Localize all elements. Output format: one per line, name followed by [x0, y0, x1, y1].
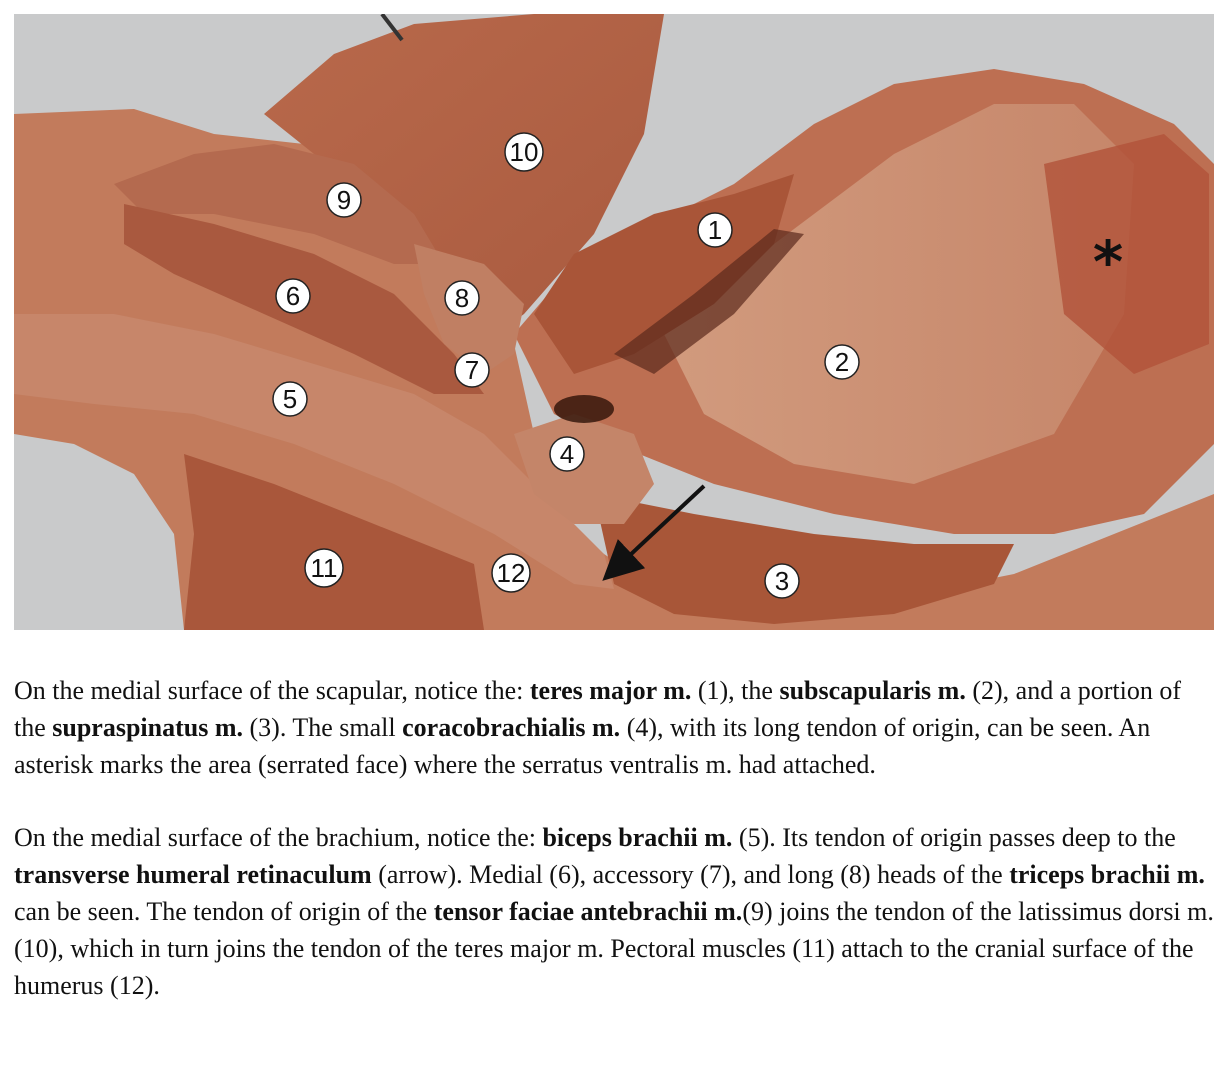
asterisk-marker: *: [1092, 228, 1124, 296]
label-9: [327, 183, 361, 217]
svg-text:3: 3: [774, 566, 790, 596]
label-12: [492, 554, 530, 592]
label-2: [825, 345, 859, 379]
svg-text:9: 9: [336, 185, 352, 215]
svg-text:5: 5: [282, 384, 298, 414]
anatomy-photo: [14, 14, 1214, 630]
deep-shadow: [554, 395, 614, 423]
svg-text:6: 6: [285, 281, 301, 311]
svg-text:11: 11: [310, 553, 338, 583]
label-8: [445, 281, 479, 315]
svg-text:10: 10: [509, 137, 539, 167]
label-3: [765, 564, 799, 598]
label-7: [455, 353, 489, 387]
svg-text:2: 2: [834, 347, 850, 377]
caption-paragraph-brachium: On the medial surface of the brachium, notice the: biceps brachii m. (5). Its tendon of origin passes deep to the transverse humeral retinaculum (arrow). Medial (6), accessory (7), and long (8) heads of the triceps brachii m. can be seen. The tendon of origin of the tensor faciae antebrachii m.(9) joins the tendon of the latissimus dorsi m. (10), which in turn joins the tendon of the teres major m. Pectoral muscles (11) attach to the cranial surface of the humerus (12).: [14, 823, 1214, 1000]
label-11: [305, 549, 343, 587]
svg-text:8: 8: [454, 283, 470, 313]
label-5: [273, 382, 307, 416]
caption: [14, 672, 1214, 1040]
label-10: [505, 133, 543, 171]
caption-paragraph-scapula: On the medial surface of the scapular, notice the: teres major m. (1), the subscapularis m. (2), and a portion of the supraspinatus m. (3). The small coracobrachialis m. (4), with its long tendon of origin, can be seen. An asterisk marks the area (serrated face) where the serratus ventralis m. had attached.: [14, 676, 1182, 779]
label-1: [698, 213, 732, 247]
label-4: [550, 437, 584, 471]
svg-text:4: 4: [559, 439, 575, 469]
svg-text:1: 1: [707, 215, 723, 245]
svg-text:12: 12: [496, 558, 526, 588]
svg-text:7: 7: [464, 355, 480, 385]
label-6: [276, 279, 310, 313]
